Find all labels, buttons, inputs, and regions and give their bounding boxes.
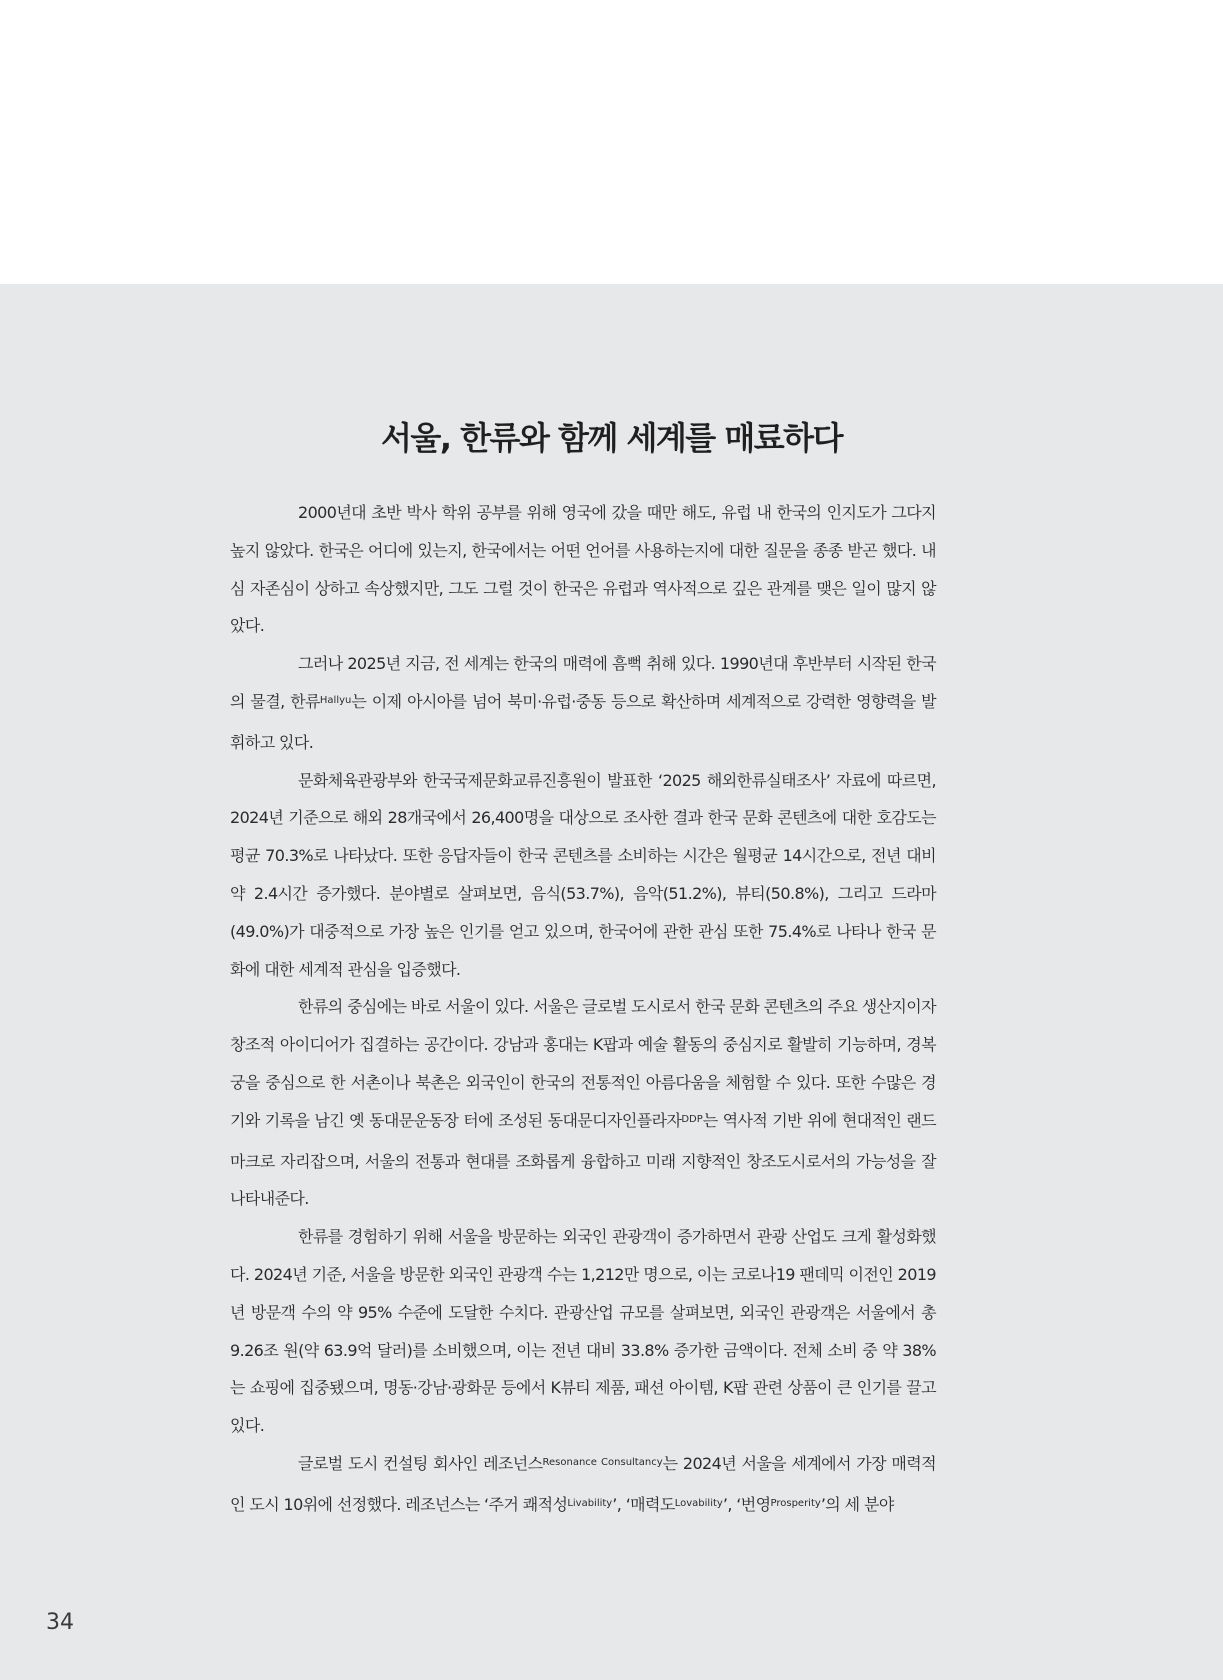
paragraph-3 (230, 762, 936, 989)
paragraph-1 (230, 494, 936, 645)
article-body (230, 494, 936, 1527)
paragraph-6-text-c: ’, ‘매력도 (612, 1494, 675, 1514)
paragraph-4 (230, 988, 936, 1218)
paragraph-6-annotation-resonance: Resonance Consultancy (542, 1456, 663, 1468)
article-title: 서울, 한류와 함께 세계를 매료하다 (381, 419, 842, 457)
paragraph-6-text-e: ’의 세 분야 (820, 1494, 894, 1514)
paragraph-5-text: 한류를 경험하기 위해 서울을 방문하는 외국인 관광객이 증가하면서 관광 산업도 크게 활성화했다. 2024년 기준, 서울을 방문한 외국인 관광객 수는 1,212만 명으로, 이는 코로나19 팬데믹 이전인 2019년 방문객 수의 약 95% 수준에 도달한 수치다. 관광산업 규모를 살펴보면, 외국인 관광객은 서울에서 총 9.26조 원(약 63.9억 달러)를 소비했으며, 이는 전년 대비 33.8% 증가한 금액이다. 전체 소비 중 약 38%는 쇼핑에 집중됐으며, 명동·강남·광화문 등에서 K뷰티 제품, 패션 아이템, K팝 관련 상품이 큰 인기를 끌고 있다. (230, 1227, 936, 1436)
paragraph-6-text-b: 는 2024년 서울을 세계에서 가장 매력적인 도시 10위에 선정했다. 레조넌스는 ‘주거 쾌적성 (230, 1453, 936, 1514)
paragraph-6-annotation-livability: Livability (567, 1497, 613, 1509)
paragraph-5 (230, 1218, 936, 1445)
top-blank-area (0, 0, 1223, 284)
paragraph-6-annotation-prosperity: Prosperity (770, 1497, 821, 1509)
page-number: 34 (46, 1610, 74, 1635)
paragraph-6-text-a: 글로벌 도시 컨설팅 회사인 레조넌스 (298, 1453, 543, 1473)
paragraph-6-text-d: ’, ‘번영 (722, 1494, 771, 1514)
paragraph-4-text-a: 한류의 중심에는 바로 서울이 있다. 서울은 글로벌 도시로서 한국 문화 콘텐츠의 주요 생산지이자 창조적 아이디어가 집결하는 공간이다. 강남과 홍대는 K팝과 예술 활동의 중심지로 활발히 기능하며, 경복궁을 중심으로 한 서촌이나 북촌은 외국인이 한국의 전통적인 아름다움을 체험할 수 있다. 또한 수많은 경기와 기록을 남긴 옛 동대문운동장 터에 조성된 동대문디자인플라자 (230, 997, 936, 1130)
paragraph-6-annotation-lovability: Lovability (674, 1497, 723, 1509)
paragraph-2-text-a: 그러나 2025년 지금, 전 세계는 한국의 매력에 흠뻑 취해 있다. 1990년대 후반부터 시작된 한국의 물결, 한류 (230, 654, 936, 711)
paragraph-2-text-b: 는 이제 아시아를 넘어 북미·유럽·중동 등으로 확산하며 세계적으로 강력한 영향력을 발휘하고 있다. (230, 691, 936, 752)
paragraph-2-annotation-hallyu: Hallyu (319, 694, 352, 706)
paragraph-6 (230, 1445, 936, 1527)
paragraph-4-annotation-ddp: DDP (681, 1113, 703, 1125)
paragraph-4-text-b: 는 역사적 기반 위에 현대적인 랜드마크로 자리잡으며, 서울의 전통과 현대를 조화롭게 융합하고 미래 지향적인 창조도시로서의 가능성을 잘 나타내준다. (230, 1110, 936, 1209)
paragraph-1-text: 2000년대 초반 박사 학위 공부를 위해 영국에 갔을 때만 해도, 유럽 내 한국의 인지도가 그다지 높지 않았다. 한국은 어디에 있는지, 한국에서는 어떤 언어를 사용하는지에 대한 질문을 종종 받곤 했다. 내심 자존심이 상하고 속상했지만, 그도 그럴 것이 한국은 유럽과 역사적으로 깊은 관계를 맺은 일이 많지 않았다. (230, 503, 936, 636)
paragraph-2 (230, 645, 936, 761)
paragraph-3-text: 문화체육관광부와 한국국제문화교류진흥원이 발표한 ‘2025 해외한류실태조사’ 자료에 따르면, 2024년 기준으로 해외 28개국에서 26,400명을 대상으로 조사한 결과 한국 문화 콘텐츠에 대한 호감도는 평균 70.3%로 나타났다. 또한 응답자들이 한국 콘텐츠를 소비하는 시간은 월평균 14시간으로, 전년 대비 약 2.4시간 증가했다. 분야별로 살펴보면, 음식(53.7%), 음악(51.2%), 뷰티(50.8%), 그리고 드라마(49.0%)가 대중적으로 가장 높은 인기를 얻고 있으며, 한국어에 관한 관심 또한 75.4%로 나타나 한국 문화에 대한 세계적 관심을 입증했다. (230, 770, 936, 979)
